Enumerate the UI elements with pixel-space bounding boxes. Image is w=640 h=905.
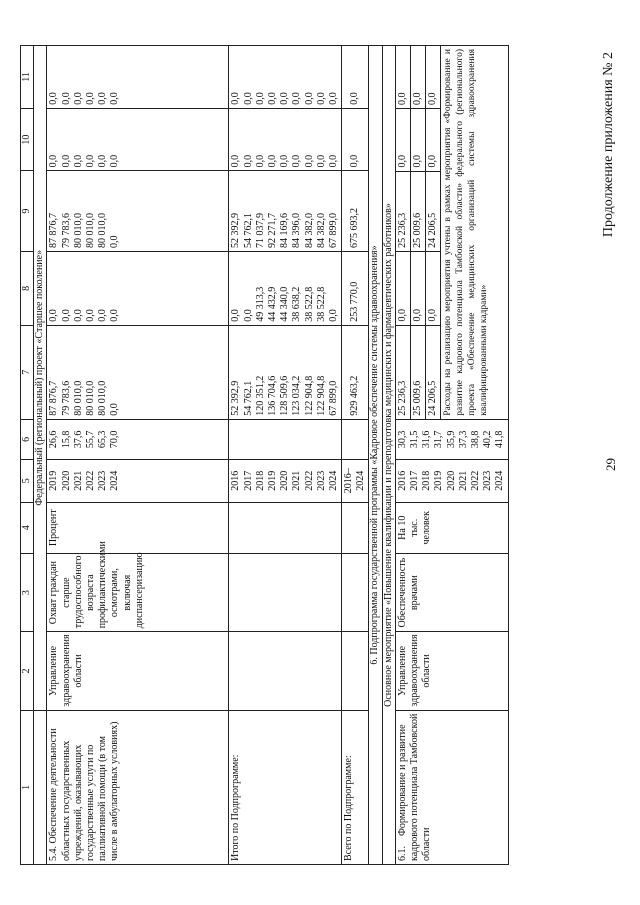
row54-regional: 87 876,7 79 783,6 80 010,0 80 010,0 80 010,0 0,0 xyxy=(47,171,229,252)
empty-cell xyxy=(342,632,369,710)
empty-cell xyxy=(229,502,342,553)
row61-total-2018: 24 206,5 xyxy=(426,325,441,419)
empty-cell xyxy=(229,419,342,459)
row54-values: 26,6 15,8 37,6 55,7 65,3 70,0 xyxy=(47,419,229,459)
empty-cell xyxy=(229,553,342,631)
federal-project-row xyxy=(34,46,47,865)
vsego-col10: 0,0 xyxy=(342,108,369,171)
col-head-1: 1 xyxy=(21,710,34,864)
row61-c11-2017: 0,0 xyxy=(411,46,426,109)
row54-name: 5.4. Обеспечение деятельности областных государственных учреждений, оказывающих государственные услуги по паллиативной помощи (в том числе в амбулаторных условиях) xyxy=(47,710,229,864)
row61-values: 30,3 31,5 31,6 31,7 35,9 37,3 38,8 40,2 41,8 xyxy=(395,419,508,459)
col-head-5: 5 xyxy=(21,460,34,503)
row54-unit: Процент xyxy=(47,502,229,553)
empty-cell xyxy=(229,632,342,710)
col-head-7: 7 xyxy=(21,325,34,419)
row-6-1 xyxy=(395,46,508,865)
row54-total: 87 876,7 79 783,6 80 010,0 80 010,0 80 010,0 0,0 xyxy=(47,325,229,419)
row61-reg-2016: 25 236,3 xyxy=(396,171,411,251)
row-5-4 xyxy=(47,46,229,865)
page-number: 29 xyxy=(603,458,618,471)
vsego-row xyxy=(342,46,369,865)
itogo-regional: 52 392,9 54 762,1 71 037,9 92 271,7 84 169,6 84 396,0 84 382,0 84 382,0 67 899,0 xyxy=(229,171,342,252)
continuation-caption: Продолжение приложения № 2 xyxy=(601,52,616,238)
federal-project-title: Федеральный (региональный) проект «Старшее поколение» xyxy=(34,46,47,711)
row61-years: 2016 2017 2018 2019 2020 2021 2022 2023 2024 xyxy=(395,460,508,503)
vsego-col11: 0,0 xyxy=(342,46,369,109)
col-head-11: 11 xyxy=(21,46,34,109)
col-head-10: 10 xyxy=(21,108,34,171)
column-number-row xyxy=(21,46,34,865)
row61-indicator: Обеспеченность врачами xyxy=(395,553,508,631)
itogo-col10: 0,0 0,0 0,0 0,0 0,0 0,0 0,0 0,0 0,0 xyxy=(229,108,342,171)
itogo-federal: 0,0 0,0 49 313,3 44 432,9 44 340,0 38 638,2 38 522,8 38 522,8 0,0 xyxy=(229,251,342,325)
row61-title: Формирование и развитие кадрового потенциала Тамбовской области xyxy=(396,713,433,861)
itogo-col11: 0,0 0,0 0,0 0,0 0,0 0,0 0,0 0,0 0,0 xyxy=(229,46,342,109)
row54-col10: 0,0 0,0 0,0 0,0 0,0 0,0 xyxy=(47,108,229,171)
row61-note: Расходы на реализацию мероприятия учтены в рамках мероприятия «Формирование и развитие кадрового потенциала Тамбовской области» федерального (регионального) проекта «Обеспечение медицинских организаций системы здравоохранения квалифицированными кадрами» xyxy=(443,49,489,416)
row61-c10-2017: 0,0 xyxy=(411,109,426,171)
row61-finance-table xyxy=(396,46,493,419)
row61-c11-2016: 0,0 xyxy=(396,46,411,109)
subprogram-6-row xyxy=(369,46,382,865)
itogo-row xyxy=(229,46,342,865)
row61-name xyxy=(395,710,508,864)
itogo-label: Итого по Подпрограмме: xyxy=(229,710,342,864)
empty-cell xyxy=(342,502,369,553)
filler-cell xyxy=(34,710,47,864)
row61-finance-block xyxy=(395,46,508,420)
col-head-9: 9 xyxy=(21,171,34,252)
row54-executor: Управление здравоохранения области xyxy=(47,632,229,710)
row61-executor: Управление здравоохранения области xyxy=(395,632,508,710)
vsego-regional: 675 693,2 xyxy=(342,171,369,252)
main-event-row xyxy=(382,46,395,865)
row61-reg-2017: 25 009,6 xyxy=(411,171,426,251)
vsego-label: Всего по Подпрограмме: xyxy=(342,710,369,864)
col-head-3: 3 xyxy=(21,553,34,631)
row54-federal: 0,0 0,0 0,0 0,0 0,0 0,0 xyxy=(47,251,229,325)
empty-cell xyxy=(342,553,369,631)
main-event-title: Основное мероприятие «Повышение квалификации и переподготовка медицинских и фармацевтических работников» xyxy=(382,46,395,865)
col-head-4: 4 xyxy=(21,502,34,553)
row61-total-2016: 25 236,3 xyxy=(396,325,411,419)
col-head-8: 8 xyxy=(21,251,34,325)
vsego-total: 929 463,2 xyxy=(342,325,369,419)
program-table xyxy=(20,45,509,865)
row54-years: 2019 2020 2021 2022 2023 2024 xyxy=(47,460,229,503)
row61-fed-2018: 0,0 xyxy=(426,251,441,325)
row61-number: 6.1. xyxy=(396,846,408,861)
row54-indicator: Охват граждан старше трудоспособного возраста профилактическими осмотрами, включая диспансеризацию xyxy=(47,553,229,631)
vsego-years: 2016–2024 xyxy=(342,460,369,503)
row61-fed-2017: 0,0 xyxy=(411,251,426,325)
col-head-2: 2 xyxy=(21,632,34,710)
row61-total-2017: 25 009,6 xyxy=(411,325,426,419)
subprogram-6-title: 6. Подпрограмма государственной программы «Кадровое обеспечение системы здравоохранения» xyxy=(369,46,382,865)
col-head-6: 6 xyxy=(21,419,34,459)
row61-c11-2018: 0,0 xyxy=(426,46,441,109)
row61-fed-2016: 0,0 xyxy=(396,251,411,325)
empty-cell xyxy=(342,419,369,459)
row54-col11: 0,0 0,0 0,0 0,0 0,0 0,0 xyxy=(47,46,229,109)
row61-reg-2018: 24 206,5 xyxy=(426,171,441,251)
itogo-total: 52 392,9 54 762,1 120 351,2 136 704,6 128 509,6 123 034,2 122 904,8 122 904,8 67 899,0 xyxy=(229,325,342,419)
vsego-federal: 253 770,0 xyxy=(342,251,369,325)
row61-unit: На 10 тыс. человек xyxy=(395,502,508,553)
row61-c10-2016: 0,0 xyxy=(396,109,411,171)
row61-c10-2018: 0,0 xyxy=(426,109,441,171)
itogo-years: 2016 2017 2018 2019 2020 2021 2022 2023 2024 xyxy=(229,460,342,503)
